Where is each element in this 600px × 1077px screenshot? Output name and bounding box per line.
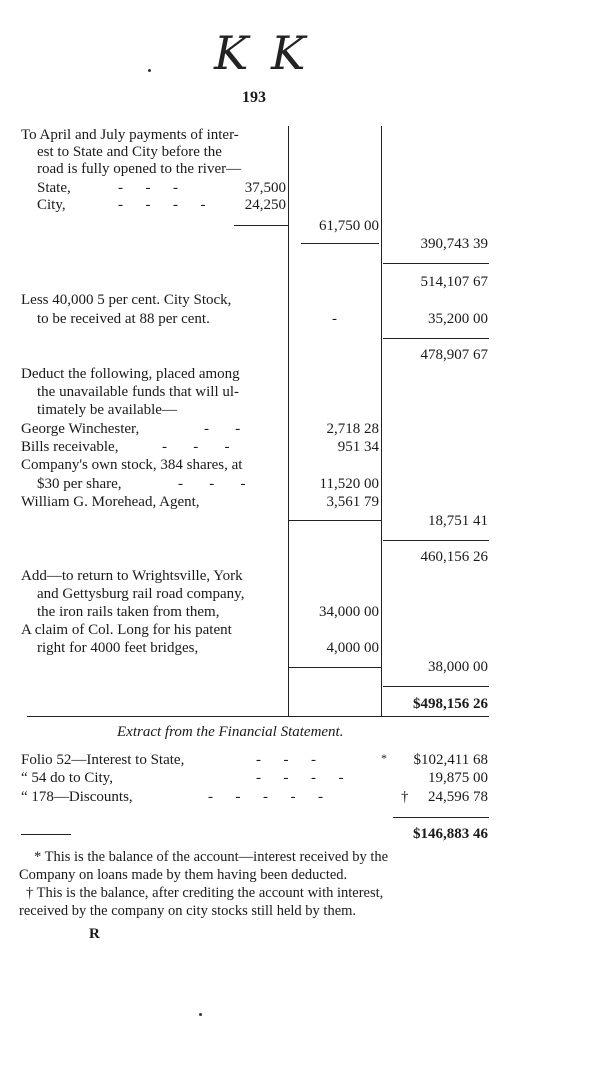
footnote-1: * This is the balance of the account—interest received by the: [34, 849, 389, 865]
text-line: the unavailable funds that will ul-: [37, 384, 240, 400]
total-value: 514,107 67: [420, 274, 488, 290]
folio-value: 19,875 00: [428, 770, 488, 786]
result-value: 460,156 26: [420, 549, 488, 565]
sum-rule: [383, 540, 489, 541]
short-rule: [21, 834, 71, 835]
text-line: road is fully opened to the river—: [37, 161, 242, 177]
leader-dots: - - -: [256, 752, 316, 768]
item-label: George Winchester,: [21, 421, 140, 437]
leader-dots: -: [332, 311, 337, 327]
folio-value: $102,411 68: [413, 752, 488, 768]
text-line: to be received at 88 per cent.: [37, 311, 210, 327]
sum-rule: [383, 686, 489, 687]
footnote-2-cont: received by the company on city stocks still held by them.: [19, 903, 357, 919]
leader-dots: - - - -: [256, 770, 344, 786]
extract-total: $146,883 46: [413, 826, 488, 842]
state-value: 37,500: [244, 180, 286, 196]
item-value: 2,718 28: [326, 421, 379, 437]
text-line: right for 4000 feet bridges,: [37, 640, 199, 656]
text-line: timately be available—: [37, 402, 177, 418]
sum-rule: [383, 338, 489, 339]
leader-dots: - - -: [118, 180, 178, 196]
text-line: To April and July payments of inter-: [21, 127, 239, 143]
stock-value: 35,200 00: [428, 311, 488, 327]
speck: [148, 69, 151, 72]
item-label: $30 per share,: [37, 476, 122, 492]
claim-value: 4,000 00: [326, 640, 379, 656]
item-value: 951 34: [337, 439, 379, 455]
sum-rule: [234, 225, 288, 226]
column-rule-1: [288, 126, 289, 716]
text-line: est to State and City before the: [37, 144, 222, 160]
sum-rule: [288, 667, 381, 668]
grand-total: $498,156 26: [413, 696, 488, 712]
footnote-1-cont: Company on loans made by them having been deducted.: [19, 867, 348, 883]
speck: [199, 1013, 202, 1016]
city-value: 24,250: [244, 197, 286, 213]
folio-label: “ 54 do to City,: [21, 770, 113, 786]
sum-rule: [393, 817, 489, 818]
leader-dots: - - -: [162, 439, 230, 455]
column-rule-2: [381, 126, 382, 716]
item-label: Bills receivable,: [21, 439, 119, 455]
text-line: Add—to return to Wrightsville, York: [21, 568, 243, 584]
city-label: City,: [37, 197, 66, 213]
sum-rule: [288, 520, 381, 521]
leader-dots: - - - - -: [208, 789, 323, 805]
extract-title: Extract from the Financial Statement.: [117, 724, 344, 740]
carried-value: 390,743 39: [420, 236, 488, 252]
footnote-2: † This is the balance, after crediting the account with interest,: [26, 885, 384, 901]
text-line: Deduct the following, placed among: [21, 366, 240, 382]
subtotal-value: 61,750 00: [319, 218, 379, 234]
rails-value: 34,000 00: [319, 604, 379, 620]
handwritten-mark: K K: [214, 26, 310, 80]
section-rule: [27, 716, 489, 717]
leader-dots: - - -: [178, 476, 246, 492]
signature-mark: R: [89, 926, 100, 942]
add-total: 38,000 00: [428, 659, 488, 675]
folio-label: Folio 52—Interest to State,: [21, 752, 185, 768]
text-line: Less 40,000 5 per cent. City Stock,: [21, 292, 232, 308]
item-label: William G. Morehead, Agent,: [21, 494, 200, 510]
item-value: 11,520 00: [319, 476, 379, 492]
footnote-mark: †: [401, 789, 409, 805]
result-value: 478,907 67: [420, 347, 488, 363]
folio-label: “ 178—Discounts,: [21, 789, 133, 805]
text-line: the iron rails taken from them,: [37, 604, 220, 620]
footnote-mark: *: [381, 751, 387, 765]
text-line: and Gettysburg rail road company,: [37, 586, 245, 602]
state-label: State,: [37, 180, 71, 196]
item-label: Company's own stock, 384 shares, at: [21, 457, 243, 473]
folio-value: 24,596 78: [428, 789, 488, 805]
sum-rule: [383, 263, 489, 264]
sum-rule: [301, 243, 379, 244]
item-value: 3,561 79: [326, 494, 379, 510]
page-number: 193: [242, 89, 266, 106]
text-line: A claim of Col. Long for his patent: [21, 622, 232, 638]
leader-dots: - -: [204, 421, 241, 437]
deduct-total: 18,751 41: [428, 513, 488, 529]
leader-dots: - - - -: [118, 197, 206, 213]
